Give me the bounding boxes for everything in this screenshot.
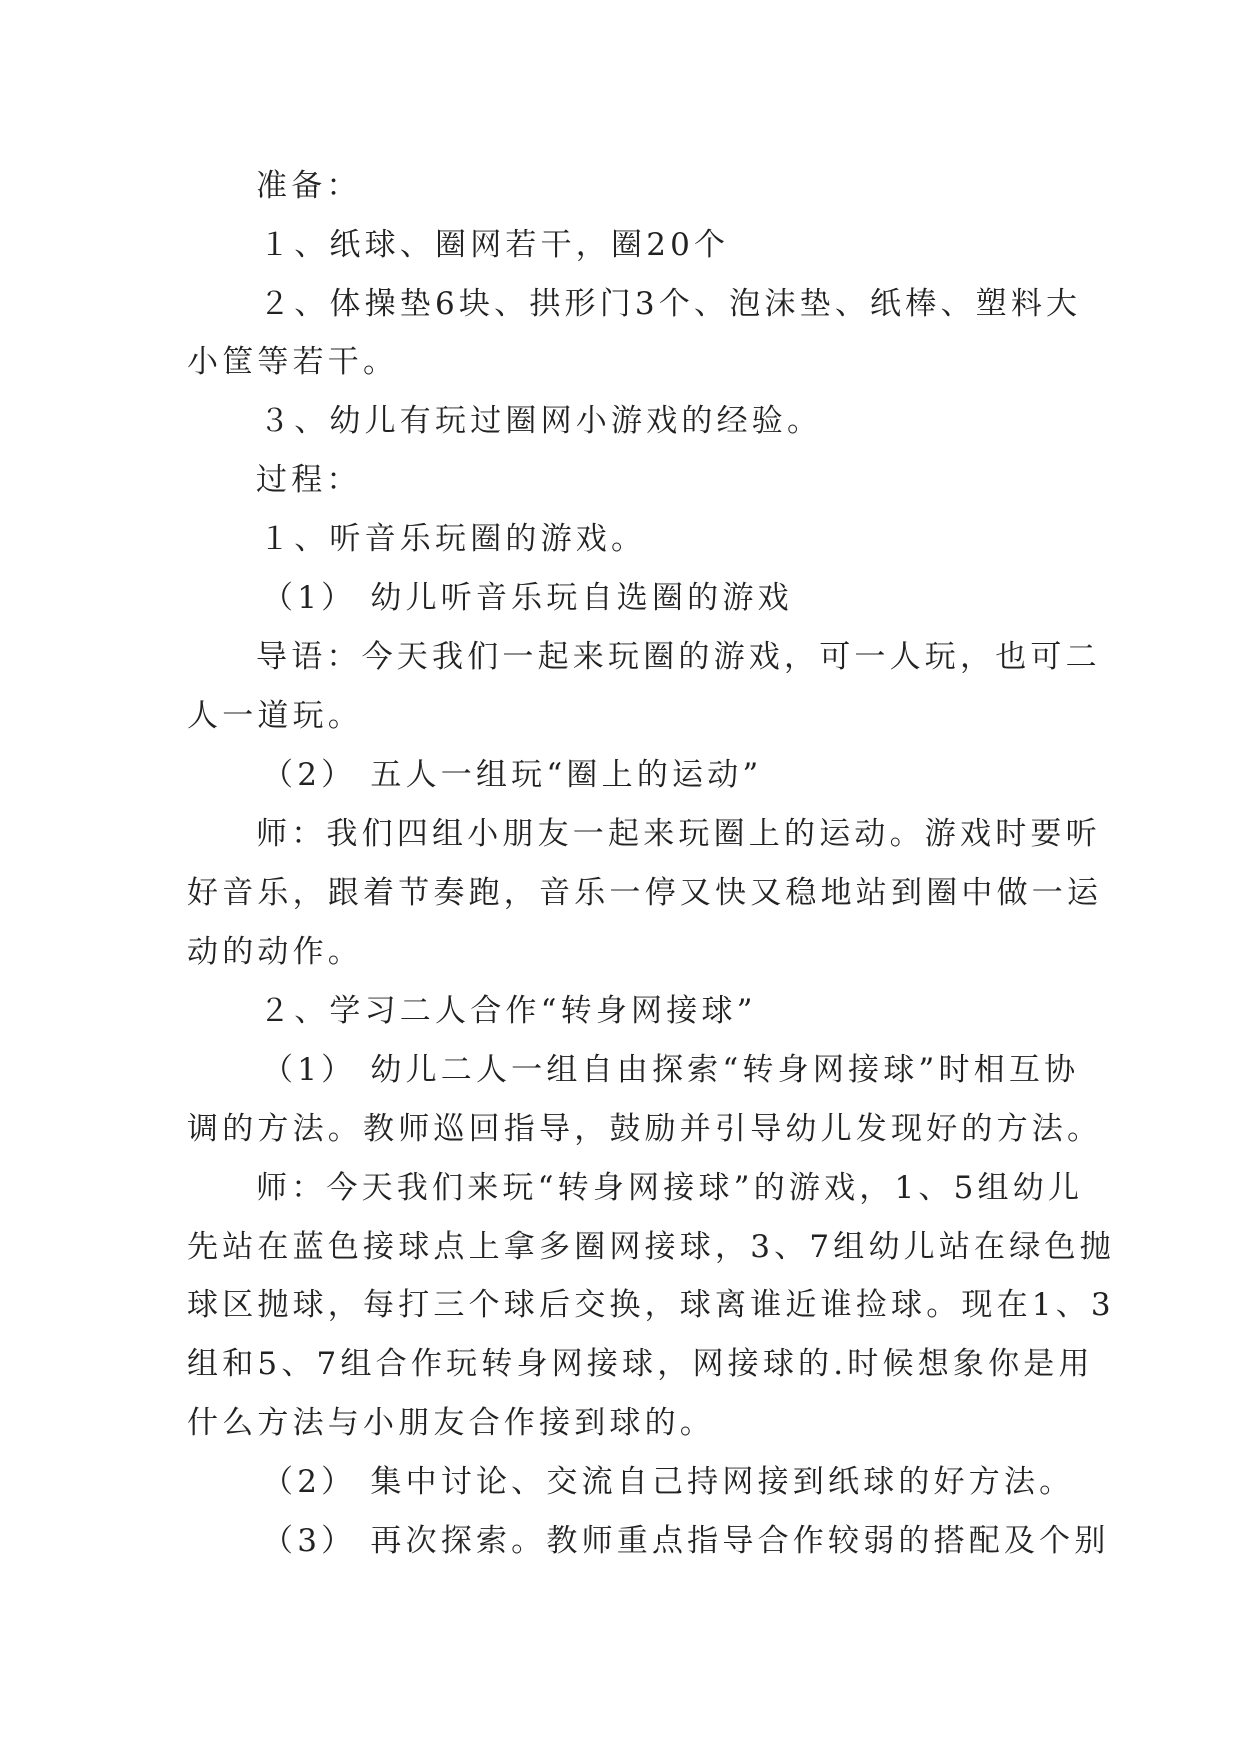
paragraph-teacher-1-line-3: 动的动作。 — [187, 934, 363, 970]
process-step-2-sub-1-continued: 调的方法。教师巡回指导，鼓励并引导幼儿发现好的方法。 — [187, 1111, 1103, 1147]
paragraph-teacher-2-line-2: 先站在蓝色接球点上拿多圈网接球，3、7组幼儿站在绿色抛 — [187, 1229, 1115, 1265]
heading-process: 过程： — [256, 462, 362, 498]
paragraph-teacher-2-line-5: 什么方法与小朋友合作接到球的。 — [187, 1405, 715, 1441]
process-step-2-sub-2: （2） 集中讨论、交流自己持网接到纸球的好方法。 — [262, 1464, 1075, 1500]
process-step-1-sub-1: （1） 幼儿听音乐玩自选圈的游戏 — [262, 580, 793, 616]
process-step-2-sub-3: （3） 再次探索。教师重点指导合作较弱的搭配及个别 — [262, 1523, 1110, 1559]
process-step-2: ２、学习二人合作“转身网接球” — [259, 993, 757, 1029]
heading-preparation: 准备： — [256, 168, 362, 204]
preparation-item-3: ３、幼儿有玩过圈网小游戏的经验。 — [259, 403, 823, 439]
paragraph-teacher-1-line-2: 好音乐，跟着节奏跑，音乐一停又快又稳地站到圈中做一运 — [187, 875, 1103, 911]
preparation-item-2: ２、体操垫6块、拱形门3个、泡沫垫、纸棒、塑料大 — [259, 286, 1082, 322]
paragraph-intro: 导语：今天我们一起来玩圈的游戏，可一人玩，也可二 — [256, 639, 1101, 675]
process-step-1: １、听音乐玩圈的游戏。 — [259, 521, 647, 557]
paragraph-teacher-2: 师：今天我们来玩“转身网接球”的游戏，1、5组幼儿 — [256, 1170, 1084, 1206]
process-step-1-sub-2: （2） 五人一组玩“圈上的运动” — [262, 757, 763, 793]
paragraph-intro-continued: 人一道玩。 — [187, 698, 363, 734]
process-step-2-sub-1: （1） 幼儿二人一组自由探索“转身网接球”时相互协 — [262, 1052, 1080, 1088]
paragraph-teacher-2-line-4: 组和5、7组合作玩转身网接球，网接球的.时候想象你是用 — [187, 1346, 1094, 1382]
preparation-item-1: １、纸球、圈网若干，圈20个 — [259, 227, 730, 263]
preparation-item-2-continued: 小筐等若干。 — [187, 344, 399, 380]
paragraph-teacher-1: 师：我们四组小朋友一起来玩圈上的运动。游戏时要听 — [256, 816, 1101, 852]
paragraph-teacher-2-line-3: 球区抛球，每打三个球后交换，球离谁近谁捡球。现在1、3 — [187, 1287, 1115, 1323]
